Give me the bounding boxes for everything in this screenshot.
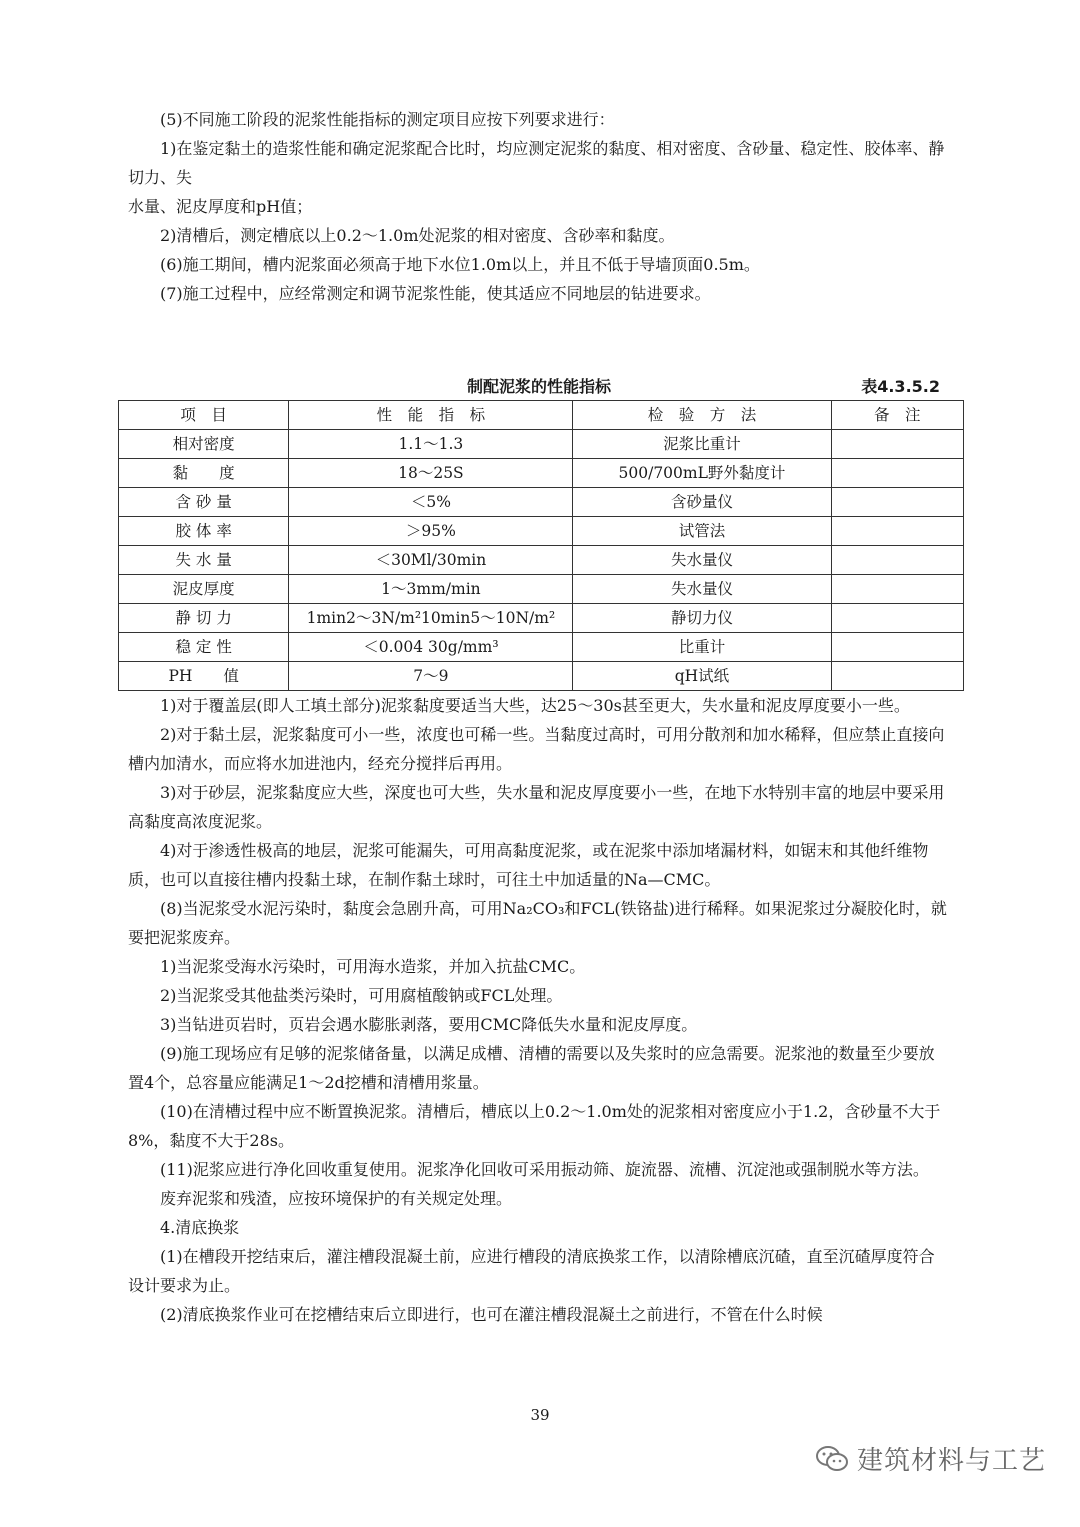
cell-value: ＞95% [289, 517, 573, 546]
table-row [119, 662, 964, 691]
page-number: 39 [530, 1406, 550, 1424]
cell-note [831, 604, 963, 633]
table-row [119, 575, 964, 604]
cell-item: 泥皮厚度 [119, 575, 289, 604]
table-title: 制配泥浆的性能指标 [466, 377, 611, 396]
cell-value: 1min2～3N/m²10min5～10N/m² [289, 604, 573, 633]
paragraph: (10)在清槽过程中应不断置换泥浆。清槽后，槽底以上0.2～1.0m处的泥浆相对密度应小于1.2，含砂量不大于8%，黏度不大于28s。 [128, 1102, 941, 1150]
paragraph: (2)清底换浆作业可在挖槽结束后立即进行，也可在灌注槽段混凝土之前进行，不管在什么时候 [160, 1305, 823, 1324]
cell-item: 胶 体 率 [119, 517, 289, 546]
watermark-text: 建筑材料与工艺 [856, 1446, 1046, 1476]
cell-method: 失水量仪 [573, 575, 831, 604]
cell-note [831, 459, 963, 488]
paragraph: 1)对于覆盖层(即人工填土部分)泥浆黏度要适当大些，达25～30s甚至更大，失水量和泥皮厚度要小一些。 [160, 696, 910, 715]
table-row [119, 546, 964, 575]
paragraph: 4.清底换浆 [160, 1218, 240, 1237]
document-page [128, 105, 950, 1329]
paragraph: 3)对于砂层，泥浆黏度应大些，深度也可大些，失水量和泥皮厚度要小一些，在地下水特别丰富的地层中要采用高黏度高浓度泥浆。 [128, 783, 945, 831]
cell-method: 500/700mL野外黏度计 [573, 459, 831, 488]
paragraph: 1)当泥浆受海水污染时，可用海水造浆，并加入抗盐CMC。 [160, 957, 586, 976]
cell-value: 7～9 [289, 662, 573, 691]
bottom-paragraphs [128, 691, 950, 1329]
cell-item: 含 砂 量 [119, 488, 289, 517]
paragraph: (7)施工过程中，应经常测定和调节泥浆性能，使其适应不同地层的钻进要求。 [160, 284, 711, 303]
paragraph: (1)在槽段开挖结束后，灌注槽段混凝土前，应进行槽段的清底换浆工作，以清除槽底沉碴，直至沉碴厚度符合设计要求为止。 [128, 1247, 935, 1295]
cell-value: 1～3mm/min [289, 575, 573, 604]
table-row [119, 488, 964, 517]
cell-item: 静 切 力 [119, 604, 289, 633]
cell-note [831, 517, 963, 546]
cell-note [831, 546, 963, 575]
paragraph: (9)施工现场应有足够的泥浆储备量，以满足成槽、清槽的需要以及失浆时的应急需要。泥浆池的数量至少要放置4个，总容量应能满足1～2d挖槽和清槽用浆量。 [128, 1044, 935, 1092]
paragraph: 2)当泥浆受其他盐类污染时，可用腐植酸钠或FCL处理。 [160, 986, 563, 1005]
paragraph: (6)施工期间，槽内泥浆面必须高于地下水位1.0m以上，并且不低于导墙顶面0.5m。 [160, 255, 760, 274]
cell-note [831, 633, 963, 662]
cell-method: 含砂量仪 [573, 488, 831, 517]
mud-performance-table [118, 400, 964, 691]
cell-method: 泥浆比重计 [573, 430, 831, 459]
header-method: 检 验 方 法 [573, 401, 831, 430]
paragraph: 2)对于黏土层，泥浆黏度可小一些，浓度也可稀一些。当黏度过高时，可用分散剂和加水稀释，但应禁止直接向槽内加清水，而应将水加进池内，经充分搅拌后再用。 [128, 725, 945, 773]
cell-value: ＜30Ml/30min [289, 546, 573, 575]
table-row [119, 459, 964, 488]
wechat-icon [815, 1444, 849, 1474]
cell-method: 比重计 [573, 633, 831, 662]
cell-value: ＜5% [289, 488, 573, 517]
paragraph: 1)在鉴定黏土的造浆性能和确定泥浆配合比时，均应测定泥浆的黏度、相对密度、含砂量、稳定性、胶体率、静切力、失 [128, 139, 945, 187]
cell-note [831, 575, 963, 604]
cell-item: 稳 定 性 [119, 633, 289, 662]
header-item: 项 目 [119, 401, 289, 430]
cell-method: 静切力仪 [573, 604, 831, 633]
paragraph: (11)泥浆应进行净化回收重复使用。泥浆净化回收可采用振动筛、旋流器、流槽、沉淀池或强制脱水等方法。 [160, 1160, 929, 1179]
cell-value: 18～25S [289, 459, 573, 488]
cell-note [831, 488, 963, 517]
cell-value: 1.1～1.3 [289, 430, 573, 459]
cell-item: 相对密度 [119, 430, 289, 459]
paragraph: 2)清槽后，测定槽底以上0.2～1.0m处泥浆的相对密度、含砂率和黏度。 [160, 226, 675, 245]
cell-item: 失 水 量 [119, 546, 289, 575]
header-note: 备 注 [831, 401, 963, 430]
table-row [119, 517, 964, 546]
table-row [119, 604, 964, 633]
paragraph: (5)不同施工阶段的泥浆性能指标的测定项目应按下列要求进行： [160, 110, 615, 129]
cell-item: PH 值 [119, 662, 289, 691]
cell-item: 黏 度 [119, 459, 289, 488]
table-row [119, 430, 964, 459]
paragraph: (8)当泥浆受水泥污染时，黏度会急剧升高，可用Na₂CO₃和FCL(铁铬盐)进行稀释。如果泥浆过分凝胶化时，就要把泥浆废弃。 [128, 899, 947, 947]
paragraph: 废弃泥浆和残渣，应按环境保护的有关规定处理。 [160, 1189, 513, 1208]
watermark [815, 1440, 1046, 1477]
cell-note [831, 662, 963, 691]
cell-method: 失水量仪 [573, 546, 831, 575]
table-header-row [119, 401, 964, 430]
paragraph: 3)当钻进页岩时，页岩会遇水膨胀剥落，要用CMC降低失水量和泥皮厚度。 [160, 1015, 698, 1034]
cell-method: 试管法 [573, 517, 831, 546]
table-header [128, 370, 950, 400]
table-number: 表4.3.5.2 [861, 377, 940, 396]
table-row [119, 633, 964, 662]
cell-method: qH试纸 [573, 662, 831, 691]
cell-value: ＜0.004 30g/mm³ [289, 633, 573, 662]
paragraph: 水量、泥皮厚度和pH值； [128, 197, 313, 216]
cell-note [831, 430, 963, 459]
top-paragraphs [128, 105, 950, 308]
header-value: 性 能 指 标 [289, 401, 573, 430]
paragraph: 4)对于渗透性极高的地层，泥浆可能漏失，可用高黏度泥浆，或在泥浆中添加堵漏材料，如锯末和其他纤维物质，也可以直接往槽内投黏土球，在制作黏土球时，可往土中加适量的Na—CMC。 [128, 841, 929, 889]
